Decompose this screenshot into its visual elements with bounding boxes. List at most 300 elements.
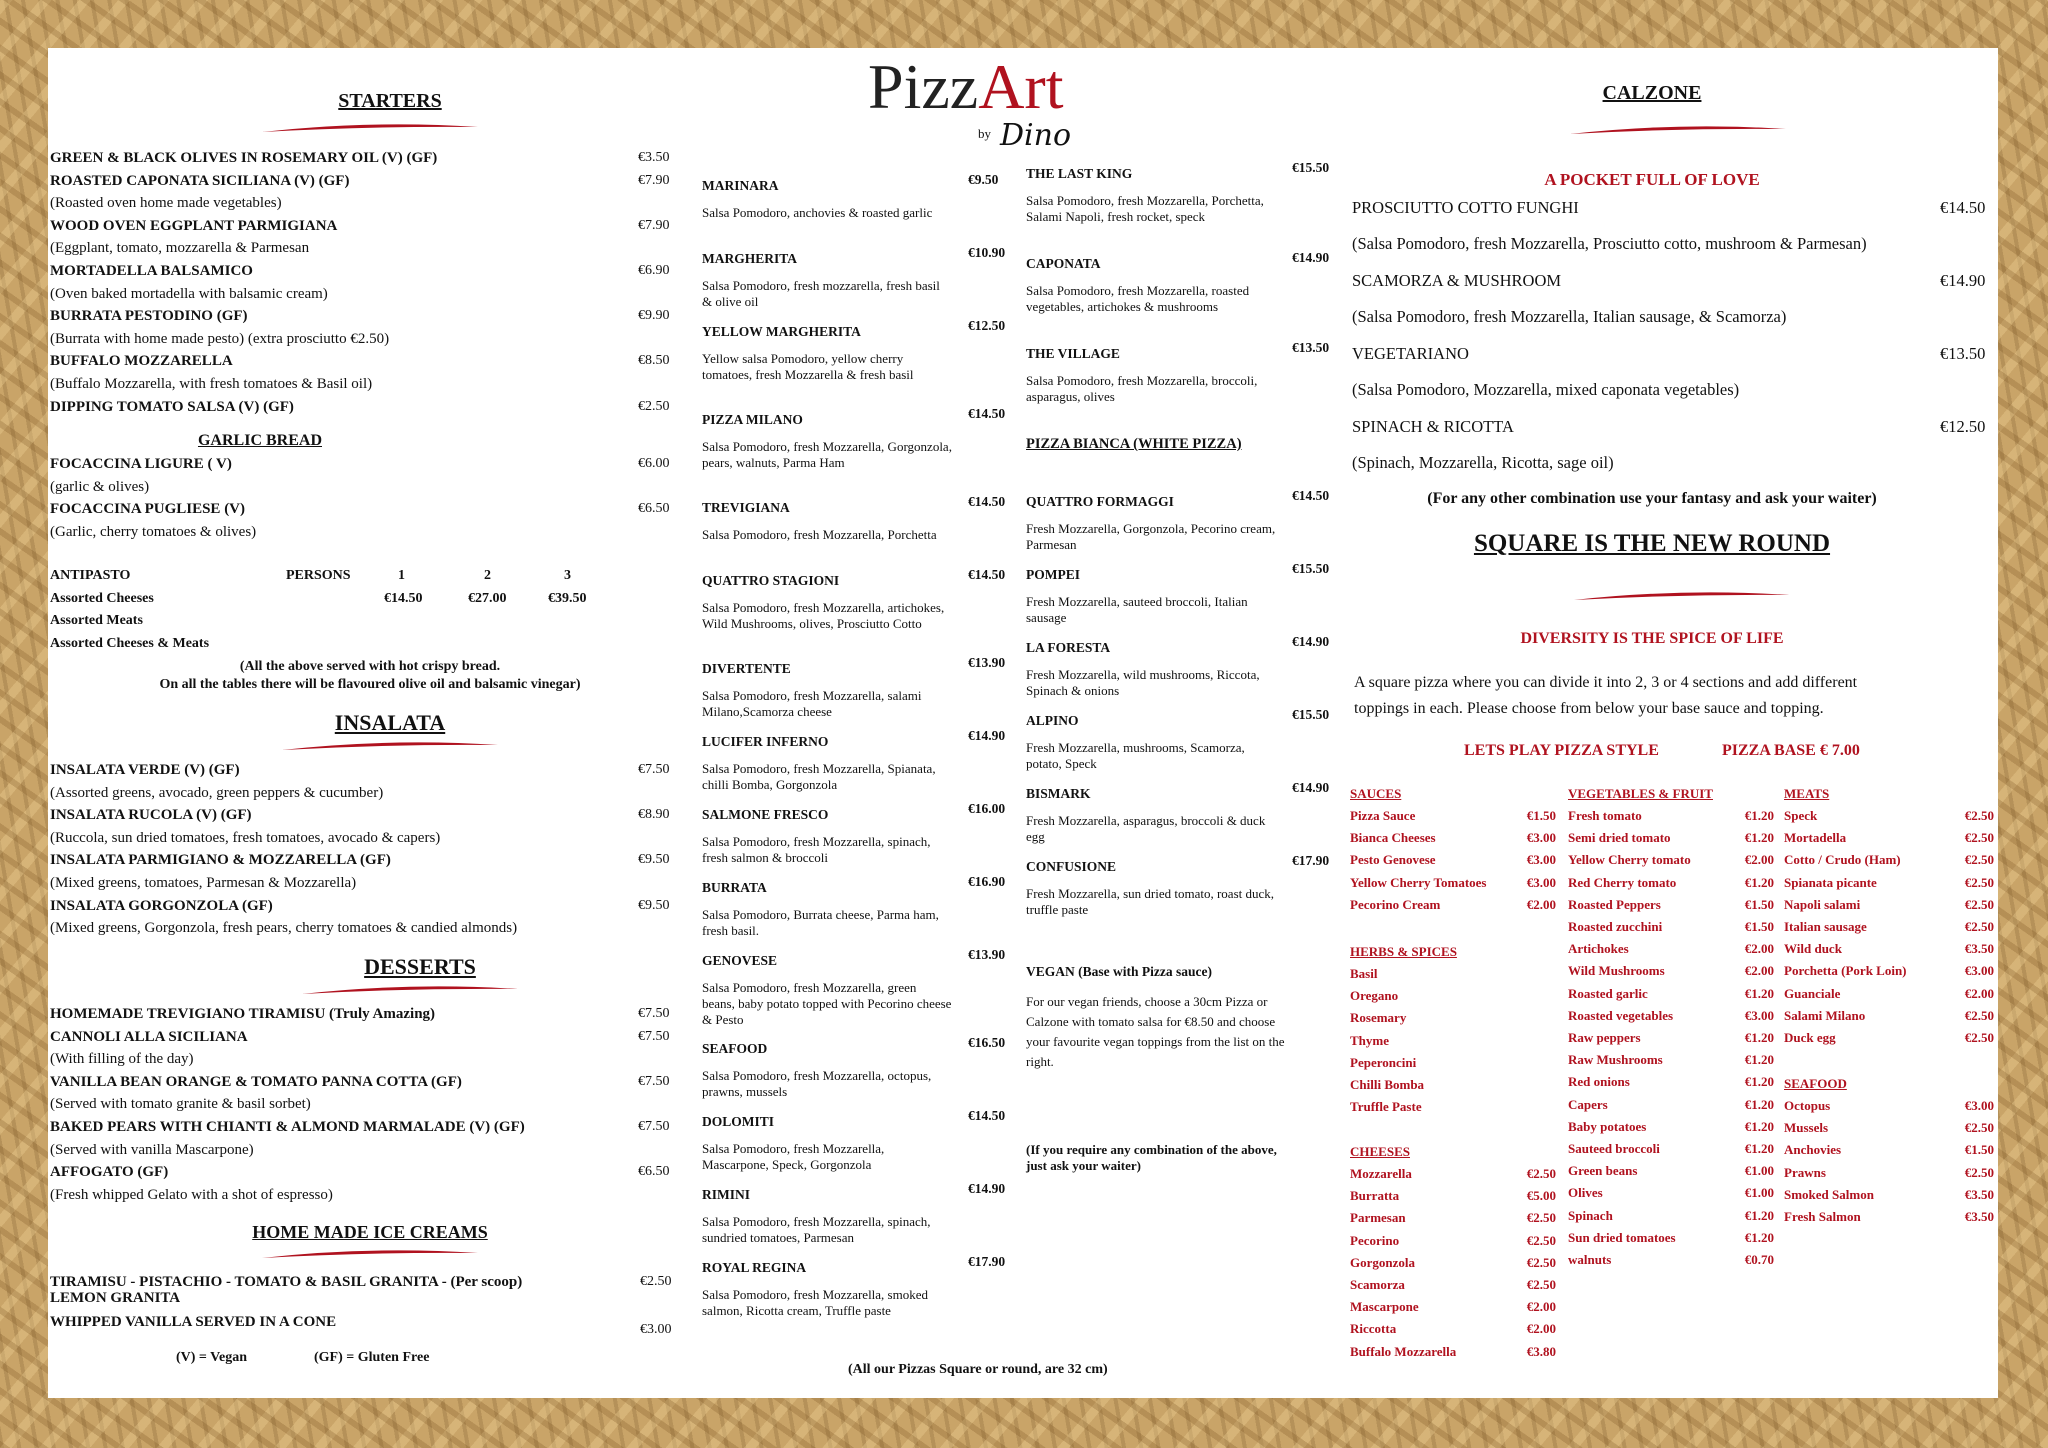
topping-price: €2.00 bbox=[1526, 1321, 1556, 1337]
item-price: €7.50 bbox=[638, 1028, 670, 1044]
topping-name: Porchetta (Pork Loin) bbox=[1784, 963, 1907, 979]
pizza-name: QUATTRO STAGIONI bbox=[702, 573, 840, 588]
pizza-price: €17.90 bbox=[1292, 853, 1330, 868]
desserts-title: DESSERTS bbox=[364, 954, 476, 979]
pizza-name: GENOVESE bbox=[702, 953, 778, 968]
insalata-title: INSALATA bbox=[334, 710, 446, 735]
topping-price: €3.00 bbox=[1744, 1007, 1774, 1023]
antipasto-row: Assorted Meats bbox=[50, 613, 143, 628]
topping-name: Prawns bbox=[1784, 1164, 1826, 1180]
pizza-price: €14.50 bbox=[968, 1108, 1006, 1123]
pizza-price: €16.00 bbox=[968, 801, 1006, 816]
pizza-description: Salsa Pomodoro, fresh mozzarella, fresh basil & olive oil bbox=[702, 278, 940, 309]
pizza-name: LA FORESTA bbox=[1026, 640, 1111, 655]
topping-price: €2.00 bbox=[1744, 941, 1774, 957]
pizza-price: €14.90 bbox=[968, 728, 1006, 743]
topping-name: Italian sausage bbox=[1784, 919, 1867, 934]
logo-by: by bbox=[978, 126, 991, 141]
item-name: FOCACCINA PUGLIESE (V) bbox=[50, 501, 246, 518]
topping-name: Cotto / Crudo (Ham) bbox=[1784, 852, 1901, 868]
pizza-price: €14.50 bbox=[968, 406, 1006, 421]
topping-name: Peperoncini bbox=[1350, 1054, 1417, 1070]
item-name: MORTADELLA BALSAMICO bbox=[50, 263, 253, 279]
topping-price: €2.50 bbox=[1964, 1120, 1994, 1136]
antipasto-label: ANTIPASTO bbox=[50, 568, 131, 583]
pizza-price: €14.90 bbox=[1292, 780, 1330, 795]
topping-price: €1.50 bbox=[1744, 896, 1774, 912]
pizza-price: €14.50 bbox=[1292, 488, 1330, 503]
pizza-price: €15.50 bbox=[1292, 707, 1330, 722]
topping-price: €2.50 bbox=[1964, 830, 1994, 846]
calzone-price: €14.50 bbox=[1940, 198, 1986, 217]
extras-heading: SEAFOOD bbox=[1784, 1076, 1847, 1091]
topping-name: Fresh tomato bbox=[1568, 808, 1642, 823]
topping-price: €1.20 bbox=[1744, 1030, 1774, 1045]
bread-note: (All the above served with hot crispy bread. bbox=[239, 659, 501, 674]
item-price: €7.50 bbox=[638, 1073, 670, 1089]
topping-price: €2.00 bbox=[1744, 963, 1774, 979]
item-description: (garlic & olives) bbox=[50, 478, 150, 495]
item-name: ROASTED CAPONATA SICILIANA (V) (GF) bbox=[50, 172, 350, 189]
calzone-title: CALZONE bbox=[1602, 82, 1702, 104]
pizza-price: €14.90 bbox=[1292, 250, 1330, 265]
item-name: INSALATA RUCOLA (V) (GF) bbox=[50, 807, 252, 824]
calzone-name: SPINACH & RICOTTA bbox=[1352, 417, 1514, 436]
pizza-price: €10.90 bbox=[968, 245, 1006, 260]
logo-pizz: Pizz bbox=[868, 51, 979, 122]
pizza-name: RIMINI bbox=[702, 1187, 751, 1202]
antipasto-row: Assorted Cheeses bbox=[50, 591, 154, 606]
item-name: CANNOLI ALLA SICILIANA bbox=[50, 1028, 248, 1045]
topping-name: Mozzarella bbox=[1350, 1166, 1412, 1181]
topping-price: €2.50 bbox=[1964, 1164, 1994, 1180]
item-price: €8.90 bbox=[638, 807, 670, 823]
pizza-description: Salsa Pomodoro, fresh Mozzarella, smoked salmon, Ricotta cream, Truffle paste bbox=[702, 1287, 929, 1318]
icecream-flavours bbox=[50, 1274, 522, 1306]
topping-name: Salami Milano bbox=[1784, 1007, 1866, 1023]
calzone-name: PROSCIUTTO COTTO FUNGHI bbox=[1352, 198, 1579, 217]
item-name: BURRATA PESTODINO (GF) bbox=[50, 308, 248, 325]
topping-name: Anchovies bbox=[1784, 1142, 1842, 1158]
item-name: INSALATA PARMIGIANO & MOZZARELLA (GF) bbox=[50, 852, 391, 869]
topping-name: Wild Mushrooms bbox=[1568, 963, 1665, 979]
calzone-tagline: A POCKET FULL OF LOVE bbox=[1544, 170, 1760, 189]
pizza-name: YELLOW MARGHERITA bbox=[702, 324, 861, 339]
item-name: WOOD OVEN EGGPLANT PARMIGIANA bbox=[50, 217, 338, 234]
topping-price: €1.20 bbox=[1744, 1052, 1774, 1068]
topping-price: €1.20 bbox=[1744, 1207, 1774, 1223]
pizza-bianca-title: PIZZA BIANCA (WHITE PIZZA) bbox=[1026, 436, 1242, 452]
vegan-note: (If you require any combination of the above, just ask your waiter) bbox=[1026, 1142, 1277, 1173]
topping-name: Raw peppers bbox=[1568, 1030, 1641, 1045]
pizza-description: Salsa Pomodoro, fresh Mozzarella, roasted vegetables, artichokes & mushrooms bbox=[1026, 283, 1250, 314]
topping-price: €2.50 bbox=[1964, 919, 1994, 934]
pizza-description: Fresh Mozzarella, asparagus, broccoli & duck egg bbox=[1026, 813, 1266, 844]
topping-name: Duck egg bbox=[1784, 1030, 1836, 1045]
topping-price: €1.50 bbox=[1744, 919, 1774, 934]
calzone-description: (Salsa Pomodoro, fresh Mozzarella, Prosciutto cotto, mushroom & Parmesan) bbox=[1352, 234, 1867, 253]
topping-price: €1.00 bbox=[1744, 1163, 1774, 1179]
square-tagline: DIVERSITY IS THE SPICE OF LIFE bbox=[1520, 630, 1784, 647]
topping-name: Speck bbox=[1784, 808, 1818, 823]
topping-price: €2.50 bbox=[1526, 1166, 1556, 1181]
pizza-price: €15.50 bbox=[1292, 561, 1330, 576]
topping-name: Guanciale bbox=[1784, 985, 1841, 1001]
topping-name: Napoli salami bbox=[1784, 896, 1861, 912]
topping-name: Yellow Cherry tomato bbox=[1568, 852, 1691, 868]
item-price: €7.50 bbox=[638, 762, 670, 777]
topping-price: €2.50 bbox=[1964, 1007, 1994, 1023]
pizza-description: Salsa Pomodoro, Burrata cheese, Parma ham, fresh basil. bbox=[702, 907, 939, 938]
item-description: (Buffalo Mozzarella, with fresh tomatoes & Basil oil) bbox=[50, 376, 373, 392]
item-price: €6.50 bbox=[638, 1164, 670, 1180]
item-description: (Garlic, cherry tomatoes & olives) bbox=[50, 523, 257, 540]
pizza-name: DOLOMITI bbox=[702, 1114, 775, 1129]
topping-name: Scamorza bbox=[1350, 1277, 1405, 1292]
pizza-name: CAPONATA bbox=[1026, 256, 1101, 271]
pizza-description: Salsa Pomodoro, fresh Mozzarella, artichokes, Wild Mushrooms, olives, Prosciutto Cotto bbox=[702, 600, 945, 631]
item-price: €8.50 bbox=[638, 353, 670, 369]
topping-name: Truffle Paste bbox=[1350, 1099, 1422, 1115]
topping-price: €1.50 bbox=[1526, 808, 1556, 823]
pizza-description: Salsa Pomodoro, fresh Mozzarella, broccoli, asparagus, olives bbox=[1026, 373, 1258, 404]
topping-price: €2.50 bbox=[1964, 808, 1994, 823]
pizza-price: €16.90 bbox=[968, 874, 1006, 889]
topping-price: €1.20 bbox=[1744, 808, 1774, 823]
pizza-description: Fresh Mozzarella, mushrooms, Scamorza, potato, Speck bbox=[1026, 740, 1245, 771]
swoosh-divider bbox=[1568, 124, 1788, 134]
item-price: €6.50 bbox=[638, 501, 670, 517]
icecream-cone-price: €3.00 bbox=[640, 1322, 672, 1337]
item-description: (Served with vanilla Mascarpone) bbox=[50, 1141, 254, 1158]
pizza-description: Salsa Pomodoro, fresh Mozzarella, Porchetta bbox=[702, 527, 937, 542]
antipasto-price-3: €39.50 bbox=[548, 591, 587, 606]
item-price: €7.50 bbox=[638, 1006, 670, 1021]
item-name: HOMEMADE TREVIGIANO TIRAMISU (Truly Amazing) bbox=[50, 1006, 436, 1022]
pizza-description: Salsa Pomodoro, fresh Mozzarella, Mascarpone, Speck, Gorgonzola bbox=[702, 1141, 885, 1172]
topping-name: Pecorino Cream bbox=[1350, 896, 1441, 912]
item-name: DIPPING TOMATO SALSA (V) (GF) bbox=[50, 398, 294, 415]
pizza-description: Salsa Pomodoro, fresh Mozzarella, Gorgonzola, pears, walnuts, Parma Ham bbox=[702, 439, 952, 470]
topping-name: Rosemary bbox=[1350, 1010, 1407, 1026]
extras-heading: SAUCES bbox=[1350, 786, 1402, 801]
calzone-description: (Salsa Pomodoro, fresh Mozzarella, Italian sausage, & Scamorza) bbox=[1352, 307, 1787, 326]
calzone-description: (Salsa Pomodoro, Mozzarella, mixed caponata vegetables) bbox=[1352, 380, 1740, 399]
item-name: VANILLA BEAN ORANGE & TOMATO PANNA COTTA (GF) bbox=[50, 1073, 462, 1090]
icecream-title: HOME MADE ICE CREAMS bbox=[252, 1222, 488, 1242]
swoosh-divider bbox=[1572, 590, 1792, 600]
square-text-1: A square pizza where you can divide it into 2, 3 or 4 sections and add different bbox=[1354, 674, 1858, 691]
pizza-name: SALMONE FRESCO bbox=[702, 807, 829, 822]
pizza-base-price: PIZZA BASE € 7.00 bbox=[1722, 742, 1860, 759]
topping-name: Red Cherry tomato bbox=[1568, 874, 1677, 890]
item-price: €2.50 bbox=[638, 398, 670, 414]
item-price: €9.50 bbox=[638, 897, 670, 913]
topping-price: €2.50 bbox=[1964, 874, 1994, 890]
square-title: SQUARE IS THE NEW ROUND bbox=[1473, 530, 1831, 557]
item-description: (Burrata with home made pesto) (extra prosciutto €2.50) bbox=[50, 330, 390, 347]
topping-price: €3.50 bbox=[1964, 941, 1994, 957]
antipasto-price-1: €14.50 bbox=[384, 591, 423, 606]
pizza-name: DIVERTENTE bbox=[702, 661, 791, 676]
topping-price: €1.20 bbox=[1744, 1229, 1774, 1245]
topping-price: €0.70 bbox=[1744, 1252, 1774, 1267]
pizza-name: ALPINO bbox=[1026, 713, 1079, 728]
topping-price: €1.20 bbox=[1744, 1074, 1774, 1090]
pizza-price: €14.90 bbox=[1292, 634, 1330, 649]
pizza-description: Salsa Pomodoro, fresh Mozzarella, Spianata, chilli Bomba, Gorgonzola bbox=[702, 761, 936, 792]
pizza-description: Fresh Mozzarella, sauteed broccoli, Italian sausage bbox=[1026, 594, 1248, 625]
garlic-bread-title: GARLIC BREAD bbox=[197, 432, 322, 449]
pizza-price: €17.90 bbox=[968, 1254, 1006, 1269]
pizza-description: Salsa Pomodoro, fresh Mozzarella, spinach, sundried tomatoes, Parmesan bbox=[702, 1214, 931, 1245]
lets-play-label: LETS PLAY PIZZA STYLE bbox=[1464, 742, 1659, 759]
topping-price: €2.50 bbox=[1964, 896, 1994, 912]
topping-price: €3.00 bbox=[1526, 874, 1556, 890]
calzone-price: €12.50 bbox=[1940, 417, 1986, 436]
calzone-price: €13.50 bbox=[1940, 344, 1986, 363]
pizza-price: €14.90 bbox=[968, 1181, 1006, 1196]
item-description: (Oven baked mortadella with balsamic cream) bbox=[50, 285, 328, 302]
topping-name: Chilli Bomba bbox=[1350, 1077, 1425, 1092]
topping-name: Thyme bbox=[1350, 1032, 1389, 1048]
item-price: €6.90 bbox=[638, 263, 670, 278]
topping-price: €2.50 bbox=[1526, 1254, 1556, 1270]
topping-name: Roasted vegetables bbox=[1568, 1007, 1674, 1023]
item-description: (Mixed greens, Gorgonzola, fresh pears, cherry tomatoes & candied almonds) bbox=[50, 920, 518, 937]
pizza-name: BISMARK bbox=[1026, 786, 1091, 801]
topping-name: Sun dried tomatoes bbox=[1568, 1229, 1676, 1245]
persons-2: 2 bbox=[484, 568, 491, 583]
item-description: (Eggplant, tomato, mozzarella & Parmesan bbox=[50, 240, 310, 257]
item-name: BUFFALO MOZZARELLA bbox=[50, 353, 233, 370]
pizza-name: POMPEI bbox=[1026, 567, 1080, 582]
persons-3: 3 bbox=[564, 568, 571, 583]
pizza-name: PIZZA MILANO bbox=[702, 412, 803, 427]
topping-price: €2.50 bbox=[1526, 1232, 1556, 1248]
item-description: (Assorted greens, avocado, green peppers & cucumber) bbox=[50, 784, 384, 801]
topping-name: Pesto Genovese bbox=[1350, 852, 1436, 868]
topping-name: Pecorino bbox=[1350, 1232, 1400, 1248]
item-name: AFFOGATO (GF) bbox=[50, 1164, 169, 1181]
pizza-description: Salsa Pomodoro, fresh Mozzarella, green beans, baby potato topped with Pecorino cheese & Pesto bbox=[702, 980, 952, 1027]
topping-price: €5.00 bbox=[1526, 1188, 1556, 1204]
topping-name: Wild duck bbox=[1784, 941, 1842, 957]
pizza-price: €15.50 bbox=[1292, 160, 1330, 175]
item-name: GREEN & BLACK OLIVES IN ROSEMARY OIL (V) (GF) bbox=[50, 150, 438, 166]
item-description: (Fresh whipped Gelato with a shot of espresso) bbox=[50, 1186, 333, 1203]
swoosh-divider bbox=[260, 122, 480, 132]
pizza-name: ROYAL REGINA bbox=[702, 1260, 807, 1275]
topping-price: €2.00 bbox=[1526, 1299, 1556, 1315]
topping-name: Burratta bbox=[1350, 1188, 1400, 1204]
topping-price: €1.00 bbox=[1744, 1185, 1774, 1201]
item-name: FOCACCINA LIGURE ( V) bbox=[50, 456, 232, 472]
topping-name: Mussels bbox=[1784, 1120, 1829, 1136]
topping-name: Bianca Cheeses bbox=[1350, 830, 1436, 846]
pizza-price: €14.50 bbox=[968, 494, 1006, 509]
swoosh-divider bbox=[280, 740, 500, 750]
persons-1: 1 bbox=[398, 568, 405, 583]
item-name: INSALATA GORGONZOLA (GF) bbox=[50, 897, 273, 914]
starters-title: STARTERS bbox=[338, 90, 442, 112]
pizza-description: Fresh Mozzarella, Gorgonzola, Pecorino cream, Parmesan bbox=[1026, 521, 1276, 552]
extras-heading: MEATS bbox=[1784, 786, 1830, 801]
item-description: (Ruccola, sun dried tomatoes, fresh tomatoes, avocado & capers) bbox=[50, 829, 441, 846]
pizza-name: MARGHERITA bbox=[702, 251, 798, 266]
topping-name: Sauteed broccoli bbox=[1568, 1141, 1660, 1156]
pizza-price: €16.50 bbox=[968, 1035, 1006, 1050]
starters-column bbox=[50, 48, 690, 1398]
extras-heading: HERBS & SPICES bbox=[1350, 944, 1457, 959]
topping-price: €1.50 bbox=[1964, 1142, 1994, 1158]
extras-heading: CHEESES bbox=[1350, 1144, 1410, 1159]
topping-price: €3.50 bbox=[1964, 1186, 1994, 1202]
topping-price: €3.00 bbox=[1526, 852, 1556, 868]
item-price: €7.90 bbox=[638, 172, 670, 188]
topping-price: €2.00 bbox=[1964, 985, 1994, 1001]
topping-name: Olives bbox=[1568, 1185, 1603, 1201]
topping-name: Parmesan bbox=[1350, 1210, 1406, 1226]
topping-name: Baby potatoes bbox=[1568, 1118, 1647, 1134]
pizza-size-note: (All our Pizzas Square or round, are 32 cm) bbox=[848, 1362, 1108, 1377]
calzone-description: (Spinach, Mozzarella, Ricotta, sage oil) bbox=[1352, 453, 1614, 472]
topping-price: €2.50 bbox=[1964, 1030, 1994, 1045]
extras-heading: VEGETABLES & FRUIT bbox=[1568, 786, 1713, 801]
item-price: €9.90 bbox=[638, 308, 670, 324]
topping-price: €3.80 bbox=[1526, 1343, 1556, 1359]
pizza-name: CONFUSIONE bbox=[1026, 859, 1117, 874]
pizza-name: MARINARA bbox=[702, 178, 779, 193]
topping-name: Yellow Cherry Tomatoes bbox=[1350, 874, 1487, 890]
item-name: INSALATA VERDE (V) (GF) bbox=[50, 762, 240, 778]
legend-vegan: (V) = Vegan bbox=[176, 1350, 247, 1365]
antipasto-row: Assorted Cheeses & Meats bbox=[50, 636, 210, 651]
item-price: €7.90 bbox=[638, 217, 670, 233]
topping-price: €2.00 bbox=[1744, 852, 1774, 868]
topping-name: walnuts bbox=[1568, 1252, 1612, 1267]
item-description: (Served with tomato granite & basil sorbet) bbox=[50, 1096, 311, 1113]
square-text-2: toppings in each. Please choose from below your base sauce and topping. bbox=[1354, 700, 1824, 717]
topping-name: Octopus bbox=[1784, 1098, 1831, 1113]
topping-price: €3.00 bbox=[1964, 1098, 1994, 1113]
icecream-price: €2.50 bbox=[640, 1274, 672, 1289]
persons-label: PERSONS bbox=[286, 568, 351, 583]
oil-note: On all the tables there will be flavoured olive oil and balsamic vinegar) bbox=[159, 677, 581, 692]
topping-name: Mascarpone bbox=[1350, 1299, 1419, 1315]
item-description: (Mixed greens, tomatoes, Parmesan & Mozzarella) bbox=[50, 875, 357, 891]
pizza-description: Salsa Pomodoro, anchovies & roasted garlic bbox=[702, 205, 933, 220]
topping-price: €2.50 bbox=[1526, 1210, 1556, 1226]
swoosh-divider bbox=[260, 1248, 480, 1258]
item-price: €6.00 bbox=[638, 456, 670, 471]
vegan-title: VEGAN (Base with Pizza sauce) bbox=[1026, 964, 1212, 979]
topping-price: €1.20 bbox=[1744, 1118, 1774, 1134]
pizza-description: Salsa Pomodoro, fresh Mozzarella, spinach, fresh salmon & broccoli bbox=[702, 834, 931, 865]
calzone-name: VEGETARIANO bbox=[1352, 344, 1469, 363]
pizza-description: Salsa Pomodoro, fresh Mozzarella, Porchetta, Salami Napoli, fresh rocket, speck bbox=[1026, 193, 1264, 224]
swoosh-divider bbox=[300, 984, 520, 994]
pizza-description: Salsa Pomodoro, fresh Mozzarella, salami Milano,Scamorza cheese bbox=[702, 688, 922, 719]
topping-name: Basil bbox=[1350, 966, 1378, 981]
topping-name: Spinach bbox=[1568, 1207, 1613, 1223]
pizza-price: €9.50 bbox=[968, 172, 999, 187]
item-description: (Roasted oven home made vegetables) bbox=[50, 195, 282, 212]
topping-price: €2.50 bbox=[1964, 852, 1994, 868]
topping-name: Smoked Salmon bbox=[1784, 1186, 1874, 1202]
topping-name: Oregano bbox=[1350, 988, 1399, 1004]
topping-name: Roasted garlic bbox=[1568, 985, 1648, 1001]
topping-name: Spianata picante bbox=[1784, 874, 1877, 890]
pizza-name: THE VILLAGE bbox=[1026, 346, 1120, 361]
pizza-price: €13.90 bbox=[968, 947, 1006, 962]
topping-name: Buffalo Mozzarella bbox=[1350, 1343, 1457, 1359]
item-description: (With filling of the day) bbox=[50, 1051, 194, 1068]
icecream-line-2: LEMON GRANITA bbox=[50, 1290, 181, 1306]
topping-price: €1.20 bbox=[1744, 1141, 1774, 1156]
vegan-text: For our vegan friends, choose a 30cm Pizza or Calzone with tomato salsa for €8.50 and choose your favourite vegan toppings from the list on the right. bbox=[1026, 994, 1285, 1069]
topping-price: €1.20 bbox=[1744, 830, 1774, 846]
topping-name: Pizza Sauce bbox=[1350, 808, 1416, 823]
topping-name: Capers bbox=[1568, 1096, 1608, 1112]
item-price: €7.50 bbox=[638, 1119, 670, 1134]
topping-price: €1.20 bbox=[1744, 1096, 1774, 1112]
logo bbox=[868, 51, 1128, 164]
pizza-description: Fresh Mozzarella, wild mushrooms, Riccota, Spinach & onions bbox=[1026, 667, 1260, 698]
topping-name: Roasted Peppers bbox=[1568, 896, 1661, 912]
topping-price: €3.00 bbox=[1964, 963, 1994, 979]
item-price: €9.50 bbox=[638, 852, 670, 868]
topping-price: €1.20 bbox=[1744, 985, 1774, 1001]
topping-price: €2.50 bbox=[1526, 1277, 1556, 1292]
topping-name: Riccotta bbox=[1350, 1321, 1397, 1337]
topping-name: Semi dried tomato bbox=[1568, 830, 1671, 846]
topping-price: €3.50 bbox=[1964, 1209, 1994, 1224]
pizza-name: THE LAST KING bbox=[1026, 166, 1133, 181]
logo-art: Art bbox=[978, 51, 1064, 122]
pizza-name: SEAFOOD bbox=[702, 1041, 768, 1056]
legend-gluten-free: (GF) = Gluten Free bbox=[314, 1350, 430, 1365]
calzone-name: SCAMORZA & MUSHROOM bbox=[1352, 271, 1562, 290]
topping-price: €3.00 bbox=[1526, 830, 1556, 846]
pizza-price: €13.50 bbox=[1292, 340, 1330, 355]
item-price: €3.50 bbox=[638, 150, 670, 165]
antipasto-price-2: €27.00 bbox=[468, 591, 507, 606]
pizza-description: Salsa Pomodoro, fresh Mozzarella, octopus, prawns, mussels bbox=[702, 1068, 932, 1099]
pizza-description: Yellow salsa Pomodoro, yellow cherry tomatoes, fresh Mozzarella & fresh basil bbox=[702, 351, 914, 382]
topping-name: Roasted zucchini bbox=[1568, 919, 1663, 934]
menu-sheet bbox=[48, 48, 1998, 1398]
pizza-price: €13.90 bbox=[968, 655, 1006, 670]
topping-name: Fresh Salmon bbox=[1784, 1209, 1861, 1224]
pizza-description: Fresh Mozzarella, sun dried tomato, roast duck, truffle paste bbox=[1026, 886, 1275, 917]
icecream-cone: WHIPPED VANILLA SERVED IN A CONE bbox=[50, 1314, 337, 1330]
topping-name: Artichokes bbox=[1568, 941, 1629, 957]
item-name: BAKED PEARS WITH CHIANTI & ALMOND MARMALADE (V) (GF) bbox=[50, 1119, 525, 1135]
logo-dino: Dino bbox=[1000, 118, 1072, 153]
icecream-line-1: TIRAMISU - PISTACHIO - TOMATO & BASIL GRANITA - (Per scoop) bbox=[50, 1274, 523, 1290]
pizza-name: TREVIGIANA bbox=[702, 500, 790, 515]
topping-name: Green beans bbox=[1568, 1163, 1638, 1179]
topping-price: €1.20 bbox=[1744, 874, 1774, 890]
topping-name: Gorgonzola bbox=[1350, 1254, 1415, 1270]
topping-name: Red onions bbox=[1568, 1074, 1630, 1090]
pizza-name: LUCIFER INFERNO bbox=[702, 734, 829, 749]
topping-price: €2.00 bbox=[1526, 896, 1556, 912]
calzone-price: €14.90 bbox=[1940, 271, 1986, 290]
pizza-name: QUATTRO FORMAGGI bbox=[1026, 494, 1174, 509]
topping-name: Raw Mushrooms bbox=[1568, 1052, 1663, 1068]
